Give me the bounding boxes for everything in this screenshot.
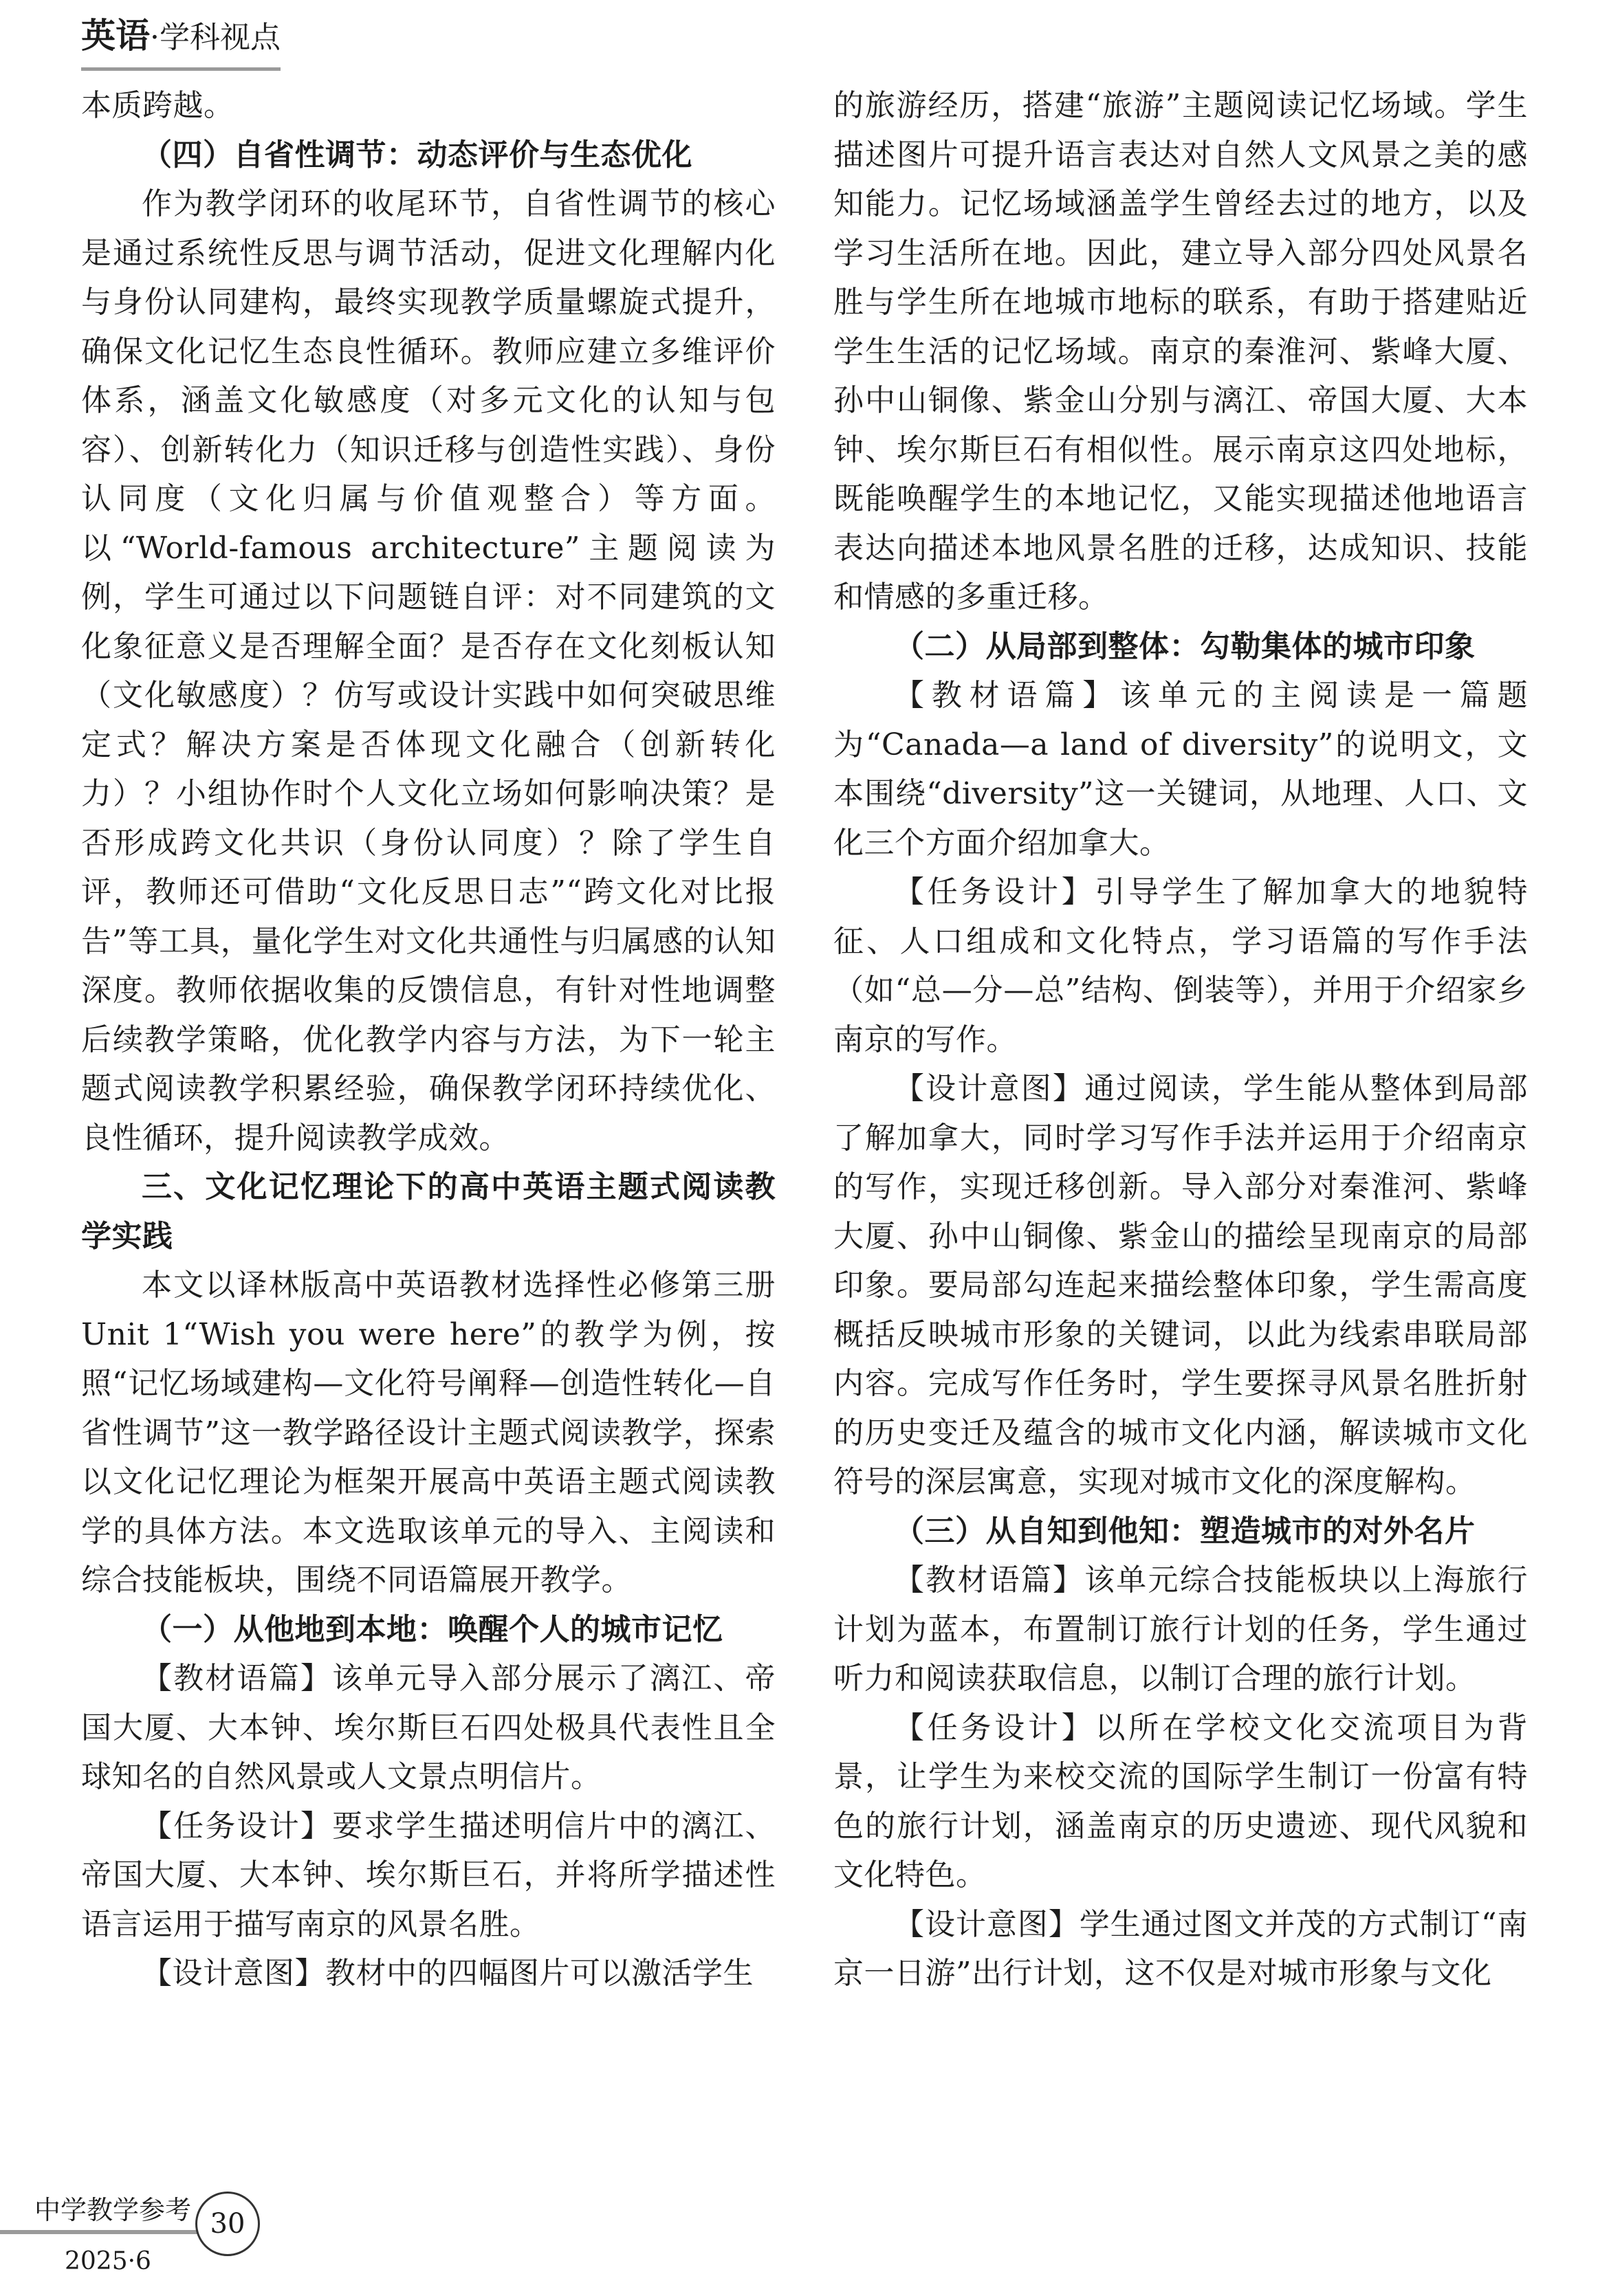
footer-rule [0,2230,219,2234]
section-heading: （三）从自知到他知：塑造城市的对外名片 [894,1513,1476,1549]
paragraph: 【教材语篇】该单元导入部分展示了漓江、帝国大厦、大本钟、埃尔斯巨石四处极具代表性且全球知名的自然风景或人文景点明信片。 [81,1661,776,1794]
header-subject: 英语 [81,16,150,56]
section-heading: （四）自省性调节：动态评价与生态优化 [142,137,692,173]
section-heading: （二）从局部到整体：勾勒集体的城市印象 [894,628,1476,664]
paragraph: 本文以译林版高中英语教材选择性必修第三册 Unit 1“Wish you were here”的教学为例，按照“记忆场域建构—文化符号阐释—创造性转化—自省性调节”这一教学路径设计主题式阅读教学，探索以文化记忆理论为框架开展高中英语主题式阅读教学的具体方法。本文选取该单元的导入、主阅读和综合技能板块，围绕不同语篇展开教学。 [81,1268,776,1598]
paragraph: 【任务设计】要求学生描述明信片中的漓江、帝国大厦、大本钟、埃尔斯巨石，并将所学描述性语言运用于描写南京的风景名胜。 [81,1808,776,1942]
paragraph: 【任务设计】引导学生了解加拿大的地貌特征、人口组成和文化特点，学习语篇的写作手法（如“总—分—总”结构、倒装等），并用于介绍家乡南京的写作。 [833,874,1528,1057]
paragraph: 【设计意图】学生通过图文并茂的方式制订“南京一日游”出行计划，这不仅是对城市形象与文化 [833,1906,1528,1991]
section-heading: （一）从他地到本地：唤醒个人的城市记忆 [142,1611,723,1647]
running-header [81,8,281,65]
left-column [81,81,776,1998]
footer-journal-title: 中学教学参考 [34,2195,192,2225]
header-section: ·学科视点 [150,20,281,55]
paragraph-continued: 本质跨越。 [81,88,234,123]
chapter-heading: 三、文化记忆理论下的高中英语主题式阅读教学实践 [81,1169,776,1254]
paragraph: 【设计意图】通过阅读，学生能从整体到局部了解加拿大，同时学习写作手法并运用于介绍南京的写作，实现迁移创新。导入部分对秦淮河、紫峰大厦、孙中山铜像、紫金山的描绘呈现南京的局部印象。要局部勾连起来描绘整体印象，学生需高度概括反映城市形象的关键词，以此为线索串联局部内容。完成写作任务时，学生要探寻风景名胜折射的历史变迁及蕴含的城市文化内涵，解读城市文化符号的深层寓意，实现对城市文化的深度解构。 [833,1071,1528,1499]
paragraph: 【教材语篇】该单元的主阅读是一篇题为“Canada—a land of diversity”的说明文，文本围绕“diversity”这一关键词，从地理、人口、文化三个方面介绍加拿大。 [833,678,1528,861]
right-column [833,81,1528,1998]
paragraph: 【教材语篇】该单元综合技能板块以上海旅行计划为蓝本，布置制订旅行计划的任务，学生通过听力和阅读获取信息，以制订合理的旅行计划。 [833,1563,1528,1696]
footer-issue-date: 2025·6 [65,2247,151,2275]
paragraph: 【设计意图】教材中的四幅图片可以激活学生 [142,1956,754,1991]
page-number: 30 [195,2192,260,2256]
paragraph: 【任务设计】以所在学校文化交流项目为背景，让学生为来校交流的国际学生制订一份富有特色的旅行计划，涵盖南京的历史遗迹、现代风貌和文化特色。 [833,1710,1528,1892]
header-rule [81,67,281,71]
paragraph: 作为教学闭环的收尾环节，自省性调节的核心是通过系统性反思与调节活动，促进文化理解内化与身份认同建构，最终实现教学质量螺旋式提升，确保文化记忆生态良性循环。教师应建立多维评价体系，涵盖文化敏感度（对多元文化的认知与包容）、创新转化力（知识迁移与创造性实践）、身份认同度（文化归属与价值观整合）等方面。以“World-famous architecture”主题阅读为例，学生可通过以下问题链自评：对不同建筑的文化象征意义是否理解全面？是否存在文化刻板认知（文化敏感度）？仿写或设计实践中如何突破思维定式？解决方案是否体现文化融合（创新转化力）？小组协作时个人文化立场如何影响决策？是否形成跨文化共识（身份认同度）？除了学生自评，教师还可借助“文化反思日志”“跨文化对比报告”等工具，量化学生对文化共通性与归属感的认知深度。教师依据收集的反馈信息，有针对性地调整后续教学策略，优化教学内容与方法，为下一轮主题式阅读教学积累经验，确保教学闭环持续优化、良性循环，提升阅读教学成效。 [81,186,776,1156]
paragraph-continued: 的旅游经历，搭建“旅游”主题阅读记忆场域。学生描述图片可提升语言表达对自然人文风景之美的感知能力。记忆场域涵盖学生曾经去过的地方，以及学习生活所在地。因此，建立导入部分四处风景名胜与学生所在地城市地标的联系，有助于搭建贴近学生生活的记忆场域。南京的秦淮河、紫峰大厦、孙中山铜像、紫金山分别与漓江、帝国大厦、大本钟、埃尔斯巨石有相似性。展示南京这四处地标，既能唤醒学生的本地记忆，又能实现描述他地语言表达向描述本地风景名胜的迁移，达成知识、技能和情感的多重迁移。 [833,88,1528,615]
